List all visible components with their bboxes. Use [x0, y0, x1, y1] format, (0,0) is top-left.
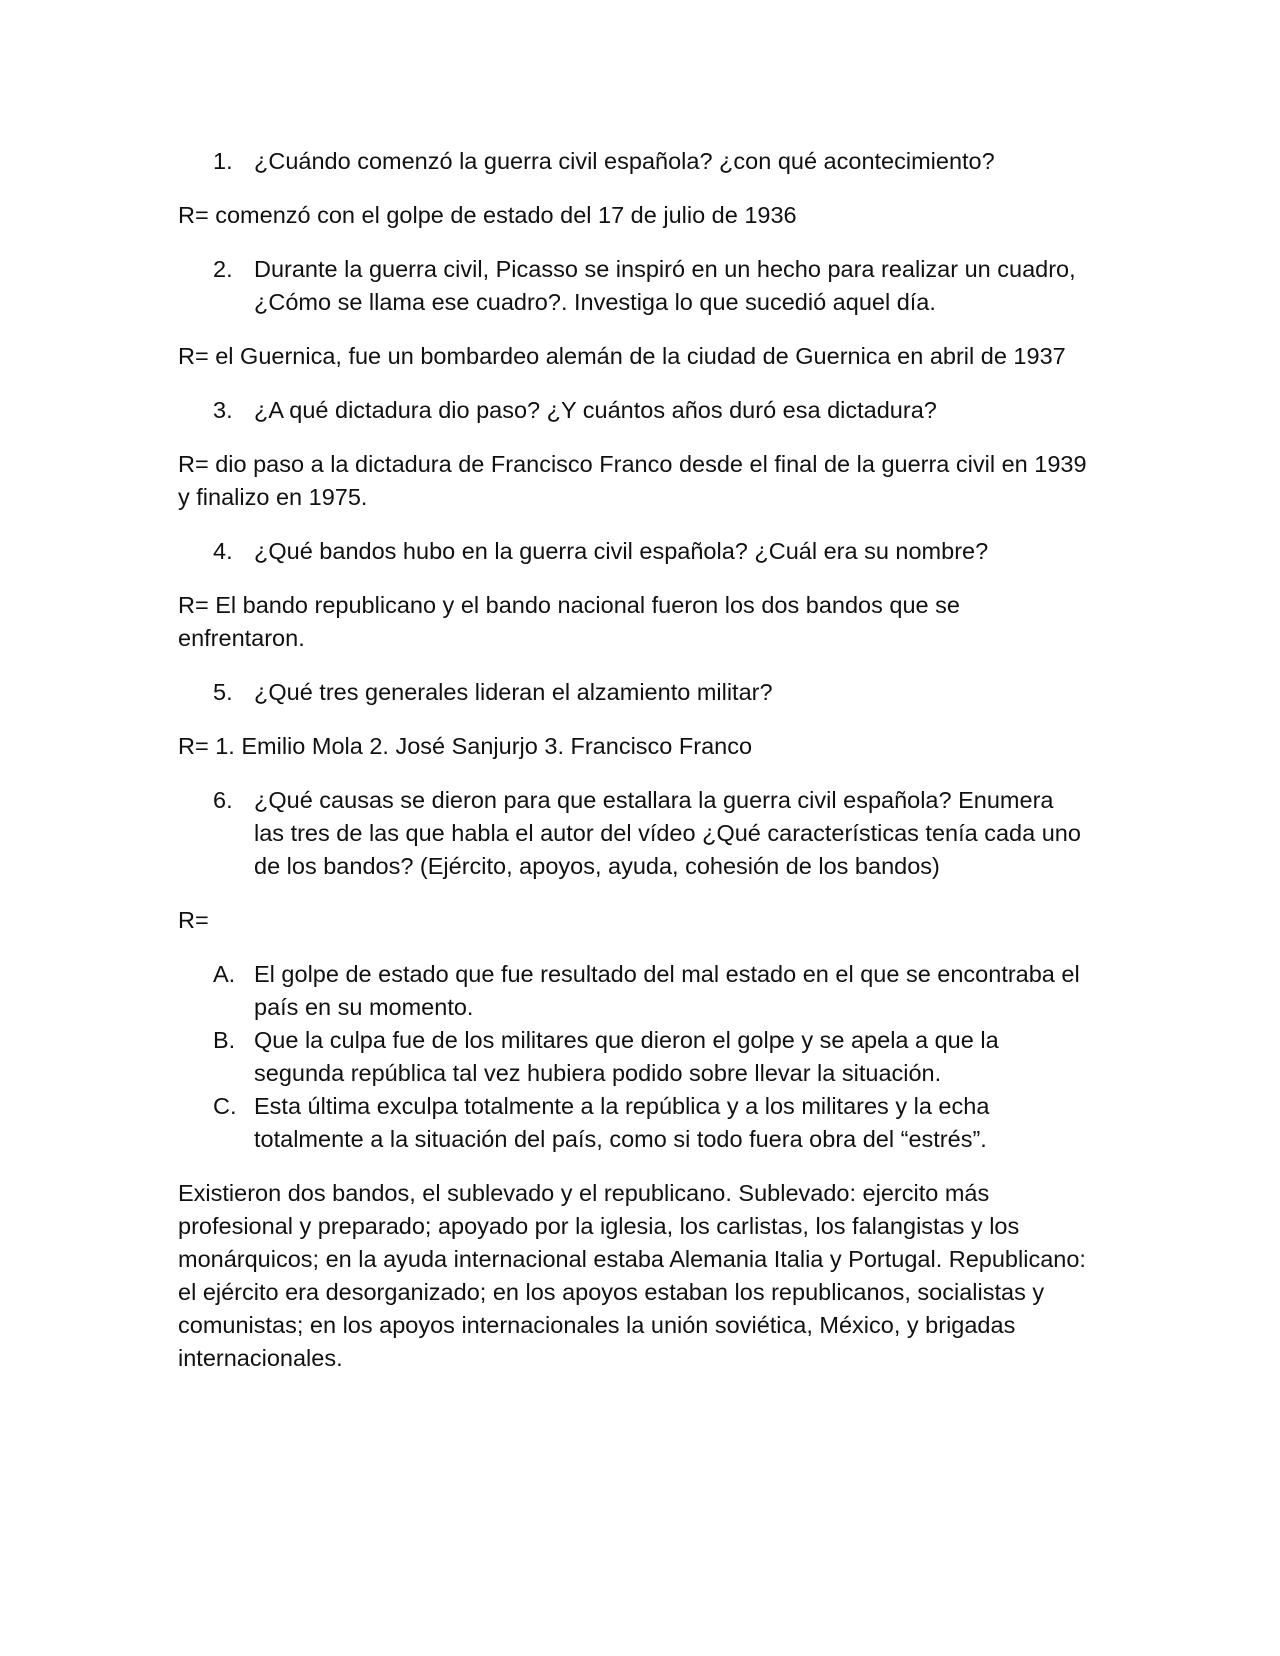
cause-text: El golpe de estado que fue resultado del mal estado en el que se encontraba el país en su momento.: [254, 961, 1080, 1020]
question-number: 4.: [213, 538, 233, 564]
answer-1: R= comenzó con el golpe de estado del 17 de julio de 1936: [178, 202, 797, 228]
cause-text: Esta última exculpa totalmente a la república y a los militares y la echa totalmente a la situación del país, como si todo fuera obra del “estrés”.: [254, 1093, 990, 1152]
causes-list: [178, 958, 1088, 1156]
question-1: [178, 145, 1088, 178]
cause-item-a: [178, 958, 1088, 1024]
question-text: ¿Cuándo comenzó la guerra civil española? ¿con qué acontecimiento?: [254, 148, 995, 174]
question-text: ¿Qué bandos hubo en la guerra civil española? ¿Cuál era su nombre?: [254, 538, 989, 564]
question-3: [178, 394, 1088, 427]
closing-paragraph: Existieron dos bandos, el sublevado y el republicano. Sublevado: ejercito más profesional y preparado; apoyado por la iglesia, los carlistas, los falangistas y los monárquicos; en la ayuda internacional estaba Alemania Italia y Portugal. Republicano: el ejército era desorganizado; en los apoyos estaban los republicanos, socialistas y comunistas; en los apoyos internacionales la unión soviética, México, y brigadas internacionales.: [178, 1180, 1086, 1371]
question-5: [178, 676, 1088, 709]
question-text: ¿Qué tres generales lideran el alzamiento militar?: [254, 679, 773, 705]
question-2: [178, 253, 1088, 319]
cause-letter: B.: [213, 1027, 236, 1053]
cause-text: Que la culpa fue de los militares que dieron el golpe y se apela a que la segunda república tal vez hubiera podido sobre llevar la situación.: [254, 1027, 999, 1086]
question-text: ¿A qué dictadura dio paso? ¿Y cuántos años duró esa dictadura?: [254, 397, 937, 423]
cause-letter: C.: [213, 1093, 237, 1119]
question-number: 1.: [213, 148, 233, 174]
question-6: [178, 784, 1088, 883]
answer-4: R= El bando republicano y el bando nacional fueron los dos bandos que se enfrentaron.: [178, 592, 960, 651]
question-text: ¿Qué causas se dieron para que estallara la guerra civil española? Enumera las tres de las que habla el autor del vídeo ¿Qué características tenía cada uno de los bandos? (Ejército, apoyos, ayuda, cohesión de los bandos): [254, 787, 1081, 879]
cause-letter: A.: [213, 961, 236, 987]
answer-5: R= 1. Emilio Mola 2. José Sanjurjo 3. Francisco Franco: [178, 733, 753, 759]
answer-3: R= dio paso a la dictadura de Francisco Franco desde el final de la guerra civil en 1939 y finalizo en 1975.: [178, 451, 1087, 510]
question-number: 5.: [213, 679, 233, 705]
question-text: Durante la guerra civil, Picasso se inspiró en un hecho para realizar un cuadro, ¿Cómo se llama ese cuadro?. Investiga lo que sucedió aquel día.: [254, 256, 1076, 315]
answer-6: R=: [178, 907, 209, 933]
question-number: 6.: [213, 787, 233, 813]
question-number: 2.: [213, 256, 233, 282]
question-4: [178, 535, 1088, 568]
cause-item-b: [178, 1024, 1088, 1090]
question-number: 3.: [213, 397, 233, 423]
cause-item-c: [178, 1090, 1088, 1156]
answer-2: R= el Guernica, fue un bombardeo alemán de la ciudad de Guernica en abril de 1937: [178, 343, 1066, 369]
document-body: [178, 145, 1088, 1375]
